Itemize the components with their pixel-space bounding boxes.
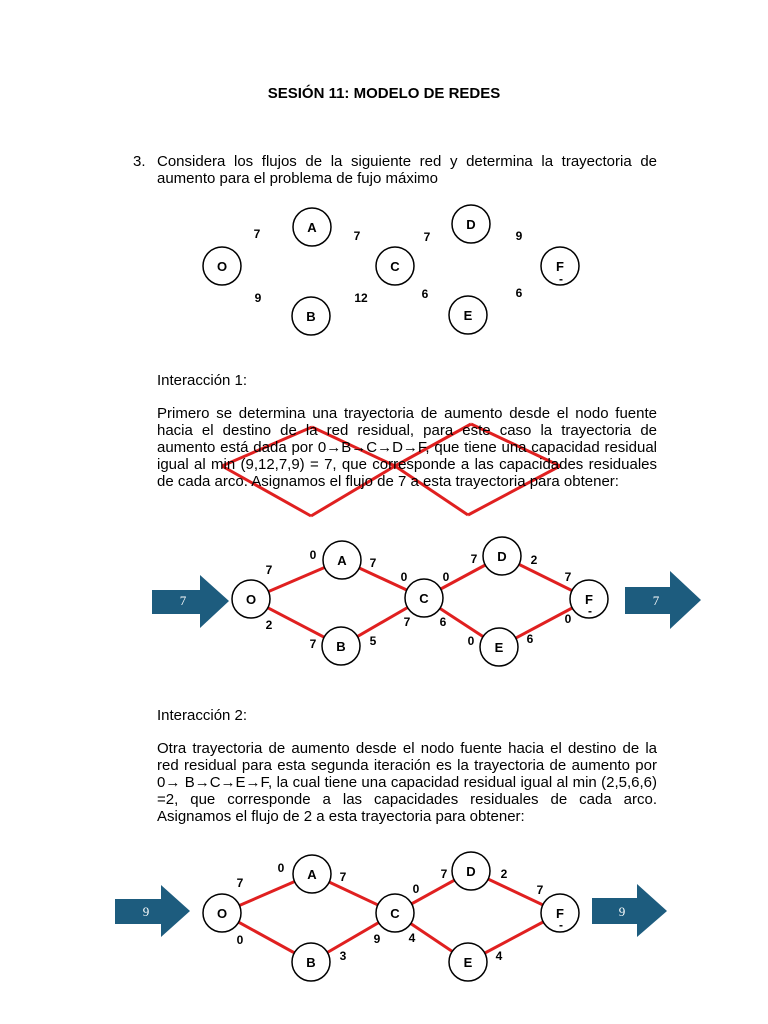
node-label: E [494,640,504,655]
node-label: C [419,591,429,606]
edge-label: 7 [536,883,544,897]
arrow-right-icon [152,575,229,628]
edge-label: 7 [265,563,273,577]
edge-label: 0 [412,882,420,896]
inflow-arrow [152,575,229,628]
node-label: E [463,955,473,970]
node-e [449,943,487,981]
edge-label: 0 [309,548,317,562]
node-label: B [306,309,316,324]
arrow-right-icon [592,884,667,937]
edge-label: 12 [354,291,368,305]
edge-label: 3 [339,949,347,963]
node-label: F [556,906,564,921]
node-label: O [216,259,228,274]
edge-label: 9 [254,291,262,305]
node-sublabel: - [588,604,592,618]
edge-label: 9 [515,229,523,243]
node-d [452,852,490,890]
edge-label: 6 [439,615,447,629]
node-label: F [585,592,593,607]
edge-label: 7 [339,870,347,884]
node-label: B [306,955,316,970]
network-diagram-iteration1 [0,530,768,680]
edge-label: 6 [526,632,534,646]
question-number: 3. [133,153,146,170]
edge-label: 2 [265,618,273,632]
edge-label: 0 [442,570,450,584]
node-a [293,855,331,893]
node-f [570,580,608,618]
edge-label: 7 [564,570,572,584]
node-b [292,943,330,981]
edge-label: 7 [470,552,478,566]
node-d [483,537,521,575]
node-d [452,205,490,243]
edge-label: 5 [369,634,377,648]
node-label: B [336,639,346,654]
edge-label: 0 [400,570,408,584]
inflow-arrow [115,885,190,937]
node-f [541,894,579,932]
node-label: D [466,864,476,879]
node-o [203,894,241,932]
node-label: F [556,259,564,274]
inflow-value: 7 [179,593,187,608]
node-label: D [466,217,476,232]
outflow-arrow [592,884,667,937]
edge-label: 7 [440,867,448,881]
node-f [541,247,579,286]
node-label: O [216,906,228,921]
node-sublabel: - [559,918,563,932]
node-c [405,579,443,617]
edge-label: 2 [500,867,508,881]
edge-label: 0 [277,861,285,875]
arrow-right-icon [115,885,190,937]
node-label: C [390,906,400,921]
edge-label: 6 [421,287,429,301]
edge-label: 7 [253,227,261,241]
node-label: O [245,592,257,607]
node-a [323,541,361,579]
edge-label: 4 [408,931,416,945]
outflow-value: 7 [652,593,660,608]
node-sublabel: - [559,272,563,286]
node-b [292,297,330,335]
node-e [449,296,487,334]
edge-label: 0 [467,634,475,648]
edge-label: 0 [564,612,572,626]
node-o [232,580,270,618]
node-label: D [497,549,507,564]
question-text: Considera los flujos de la siguiente red y determina la trayectoria de aumento para el problema de fujo máximo [157,153,657,187]
edge-label: 7 [403,615,411,629]
node-label: A [307,867,317,882]
arrow-right-icon [625,571,701,629]
outflow-value: 9 [618,904,626,919]
edge-label: 7 [236,876,244,890]
iteration1-text: Primero se determina una trayectoria de aumento desde el nodo fuente hacia el destino de la red residual, para este caso la trayectoria de aumento está dada por 0→B→C→D→F, que tiene una capacidad residual igual al min (9,12,7,9) = 7, que corresponde a las capacidades residuales de cada arco. Asignamos el flujo de 7 a esta trayectoria para obtener: [157,405,657,490]
node-label: E [463,308,473,323]
node-b [322,627,360,665]
edge-label: 9 [373,932,381,946]
iteration1-heading: Interacción 1: [157,372,248,389]
iteration2-text: Otra trayectoria de aumento desde el nodo fuente hacia el destino de la red residual para esta segunda iteración es la trayectoria de aumento por 0→ B→C→E→F, la cual tiene una capacidad residual igual al min (2,5,6,6) =2, que corresponde a las capacidades residuales de cada arco. Asignamos el flujo de 2 a esta trayectoria para obtener: [157,740,657,825]
edge-label: 6 [515,286,523,300]
network-diagram-iteration2 [0,845,768,990]
edge-label: 7 [309,637,317,651]
network-diagram-initial [0,200,768,340]
node-c [376,894,414,932]
edge-label: 0 [236,933,244,947]
node-label: A [337,553,347,568]
node-e [480,628,518,666]
edge-label: 7 [369,556,377,570]
edge-label: 2 [530,553,538,567]
node-o [203,247,241,285]
edge-label: 7 [353,229,361,243]
node-a [293,208,331,246]
node-label: A [307,220,317,235]
iteration2-heading: Interacción 2: [157,707,248,724]
page-title: SESIÓN 11: MODELO DE REDES [267,85,501,102]
node-c [376,247,414,285]
edge-label: 4 [495,949,503,963]
edge-label: 7 [423,230,431,244]
inflow-value: 9 [142,904,150,919]
outflow-arrow [625,571,701,629]
node-label: C [390,259,400,274]
